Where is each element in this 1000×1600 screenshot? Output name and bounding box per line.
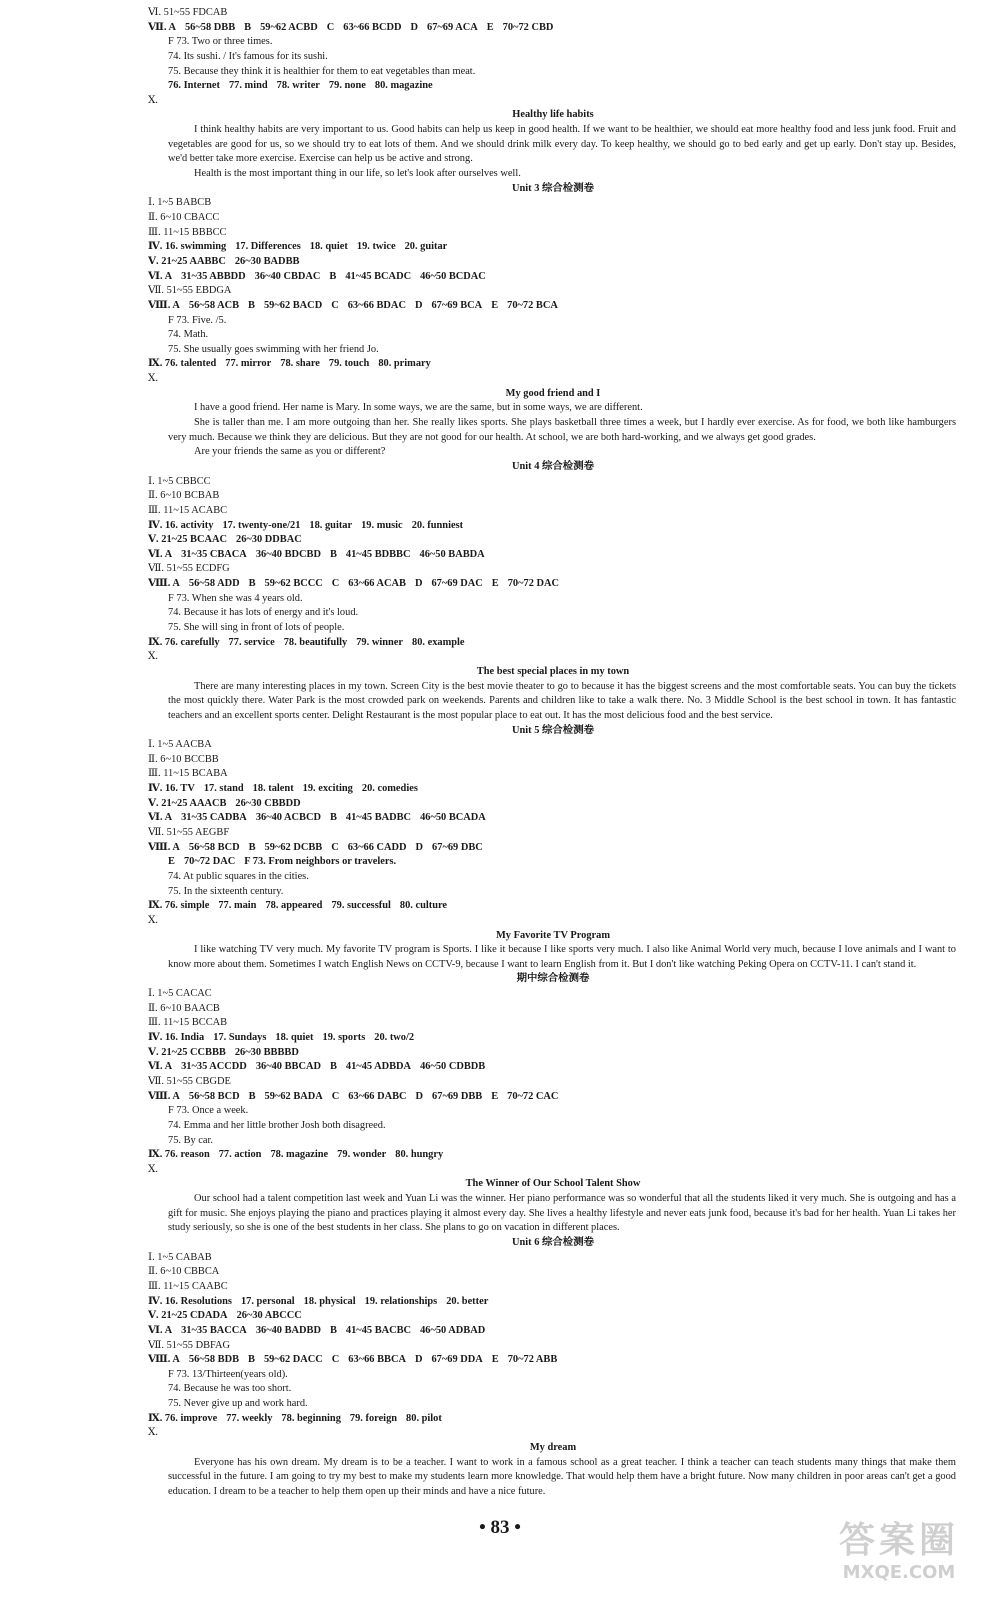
answer-segment: 31~35 CADBA xyxy=(181,812,247,824)
answer-line: Ⅲ. 11~15 ACABC xyxy=(148,504,228,516)
answer-segment: 46~50 ADBAD xyxy=(420,1324,486,1336)
answer-line: F 73. Five. /5. xyxy=(168,314,227,326)
answer-segment: Ⅸ. 76. talented xyxy=(148,358,217,370)
answer-line xyxy=(148,1060,958,1075)
answer-segment: C xyxy=(331,299,339,311)
answer-segment: 56~58 BCD xyxy=(188,1090,240,1102)
answer-line: Ⅱ. 6~10 BCCBB xyxy=(148,753,219,765)
answer-segment: Ⅵ. A xyxy=(148,1324,173,1336)
answer-segment: B xyxy=(329,548,337,560)
answer-segment: 78. beginning xyxy=(281,1412,341,1424)
answer-line xyxy=(148,841,958,856)
answer-segment: 17. Sundays xyxy=(213,1032,267,1044)
answer-segment: Ⅴ. 21~25 CDADA xyxy=(148,1310,228,1322)
answer-segment: 31~35 BACCA xyxy=(181,1324,247,1336)
answer-segment: 67~69 DAC xyxy=(431,578,483,590)
section-title: Unit 3 综合检测卷 xyxy=(512,182,594,194)
answer-segment: B xyxy=(329,1324,337,1336)
answer-line: F 73. 13/Thirteen(years old). xyxy=(168,1368,288,1380)
answer-line xyxy=(148,899,958,914)
answer-segment: D xyxy=(414,299,423,311)
answer-line: Ⅰ. 1~5 BABCB xyxy=(148,197,212,209)
answer-line: F 73. When she was 4 years old. xyxy=(168,592,303,604)
answer-segment: 36~40 BADBD xyxy=(255,1324,321,1336)
answer-segment: D xyxy=(415,1090,424,1102)
answer-segment: B xyxy=(329,812,337,824)
answer-segment: 31~35 ACCDD xyxy=(181,1061,247,1073)
answer-line: 75. She will sing in front of lots of people. xyxy=(168,622,345,634)
answer-segment: 20. comedies xyxy=(361,783,418,795)
answer-line xyxy=(148,357,958,372)
answer-segment: Ⅵ. A xyxy=(148,1061,173,1073)
answer-segment: 36~40 BDCBD xyxy=(255,548,321,560)
answer-segment: 77. mirror xyxy=(225,358,272,370)
answer-line: 75. By car. xyxy=(168,1134,214,1146)
answer-line: Ⅱ. 6~10 BCBAB xyxy=(148,490,220,502)
answer-line xyxy=(148,1324,958,1339)
answer-segment: 18. quiet xyxy=(309,241,348,253)
essay-paragraph: I think healthy habits are very important to us. Good habits can help us keep in good health. If we want to be healthier, we should eat more healthy food and less junk food. Fruit and vegetables are good for us, so we should try to eat lots of them. And we should drink milk every day. To keep healthy, we should go to bed early and get up early. Don't stay up. Besides, we'd better take more exercise. Exercise can help us be active and strong. xyxy=(168,124,956,165)
answer-segment: E xyxy=(168,856,175,868)
essay-paragraph: Everyone has his own dream. My dream is to be a teacher. I want to work in a famous school as a great teacher. I think a teacher can teach students many things that make them successful in the future. I am going to try my best to make my students learn more knowledge. That would help them have a bright future. Now many children in poor areas can't get a good education. I dream to be a teacher to help them open up their minds and have a nice future. xyxy=(168,1456,956,1497)
answer-segment: Ⅷ. A xyxy=(148,1090,180,1102)
answer-segment: B xyxy=(248,578,256,590)
answer-segment: 17. Differences xyxy=(235,241,301,253)
answer-segment: 76. Internet xyxy=(168,80,220,92)
answer-line xyxy=(148,811,958,826)
answer-segment: 77. service xyxy=(228,636,275,648)
answer-segment: 67~69 DBB xyxy=(432,1090,483,1102)
answer-line xyxy=(148,855,958,870)
watermark-mark: 答案圈 xyxy=(838,1520,959,1560)
watermark-logo xyxy=(806,1518,992,1598)
answer-line: 74. At public squares in the cities. xyxy=(168,870,309,882)
answer-line: Ⅶ. 51~55 DBFAG xyxy=(148,1339,231,1351)
answer-line: Ⅱ. 6~10 CBACC xyxy=(148,212,220,224)
essay-paragraph: Our school had a talent competition last week and Yuan Li was the winner. Her piano performance was so wonderful that all the students liked it very much. She is outgoing and has a gift for music. She enjoys playing the piano and practices playing it almost every day. She lives a healthy lifestyle and never eats junk food, because it's bad for her health. Yuan Li takes her study seriously, so she is one of the best students in her class. She plans to go on vacation in different places. xyxy=(168,1193,956,1234)
answer-line: Ⅹ. xyxy=(148,373,158,385)
essay-paragraph: There are many interesting places in my town. Screen City is the best movie theater to go to because it has the biggest screens and the most comfortable seats. You can buy the tickets the most quickly there. Water Park is the most crowded park on weekends. Parents and children like to take a walk there. No. 3 Middle School is the best school in town. It has fantastic teachers and an excellent sports center. Delight Restaurant is the most popular place to eat out. It has the most delicious food and the best service. xyxy=(168,680,956,721)
answer-segment: 80. hungry xyxy=(395,1149,444,1161)
answer-segment: 79. wonder xyxy=(337,1149,387,1161)
answer-segment: 79. foreign xyxy=(349,1412,398,1424)
answer-segment: 56~58 DBB xyxy=(184,21,236,33)
answer-segment: 56~58 ACB xyxy=(188,299,240,311)
answer-segment: 80. primary xyxy=(378,358,431,370)
answer-segment: Ⅸ. 76. carefully xyxy=(148,636,220,648)
answer-segment: 19. relationships xyxy=(364,1295,438,1307)
answer-segment: 77. weekly xyxy=(226,1412,273,1424)
answer-line: F 73. Once a week. xyxy=(168,1105,249,1117)
section-title: My Favorite TV Program xyxy=(496,929,610,941)
essay-paragraph: She is taller than me. I am more outgoing than her. She really likes sports. She plays basketball three times a week, but I hardly ever exercise. As for food, we both like hamburgers very much. Because we think they are delicious. But they are not good for our health. At school, we are both hard-working, and we always get good grades. xyxy=(168,417,956,443)
answer-line xyxy=(148,636,958,651)
answer-segment: 46~50 BCADA xyxy=(420,812,486,824)
answer-segment: 77. action xyxy=(218,1149,262,1161)
answer-segment: 63~66 BBCA xyxy=(348,1354,406,1366)
answer-line xyxy=(148,577,958,592)
answer-segment: 78. appeared xyxy=(265,900,323,912)
answer-segment: 59~62 BACD xyxy=(263,299,323,311)
answer-segment: Ⅴ. 21~25 BCAAC xyxy=(148,534,227,546)
answer-line: 74. Because it has lots of energy and it's loud. xyxy=(168,607,359,619)
answer-segment: 79. winner xyxy=(356,636,403,648)
answer-line: Ⅶ. 51~55 AEGBF xyxy=(148,827,230,839)
answer-segment: Ⅴ. 21~25 AABBC xyxy=(148,255,226,267)
answer-segment: 17. stand xyxy=(203,783,244,795)
answer-segment: 63~66 BDAC xyxy=(347,299,406,311)
section-title: Unit 4 综合检测卷 xyxy=(512,460,594,472)
answer-segment: 19. sports xyxy=(322,1032,366,1044)
answer-segment: 20. funniest xyxy=(411,519,464,531)
answer-line: Ⅰ. 1~5 CACAC xyxy=(148,988,212,1000)
answer-line xyxy=(148,533,958,548)
answer-line xyxy=(148,1046,958,1061)
answer-segment: Ⅷ. A xyxy=(148,1354,180,1366)
answer-segment: C xyxy=(331,1090,340,1102)
answer-line: 74. Emma and her little brother Josh both disagreed. xyxy=(168,1119,386,1131)
answer-segment: Ⅵ. A xyxy=(148,812,173,824)
answer-segment: 67~69 DBC xyxy=(432,841,483,853)
answer-segment: 26~30 ABCCC xyxy=(236,1310,302,1322)
answer-segment: 67~69 BCA xyxy=(431,299,483,311)
answer-segment: D xyxy=(414,1354,423,1366)
answer-segment: 79. touch xyxy=(328,358,370,370)
section-title: Unit 6 综合检测卷 xyxy=(512,1237,594,1249)
answer-segment: D xyxy=(415,841,424,853)
section-title: The Winner of Our School Talent Show xyxy=(465,1178,641,1190)
answer-line xyxy=(148,79,958,94)
answer-line: F 73. Two or three times. xyxy=(168,36,273,48)
answer-segment: D xyxy=(414,578,423,590)
section-title: Healthy life habits xyxy=(512,109,594,121)
answer-segment: 26~30 DDBAC xyxy=(236,534,302,546)
answer-segment: Ⅸ. 76. improve xyxy=(148,1412,218,1424)
answer-segment: Ⅳ. 16. swimming xyxy=(148,241,227,253)
answer-line xyxy=(148,299,958,314)
answer-segment: 36~40 ACBCD xyxy=(255,812,321,824)
answer-segment: B xyxy=(329,270,337,282)
answer-segment: 56~58 BDB xyxy=(188,1354,240,1366)
answer-segment: 63~66 DABC xyxy=(348,1090,407,1102)
answer-segment: 41~45 ADBDA xyxy=(345,1061,412,1073)
answer-line: Ⅲ. 11~15 BCCAB xyxy=(148,1017,228,1029)
answer-line xyxy=(148,21,958,36)
answer-segment: 56~58 BCD xyxy=(188,841,240,853)
answer-segment: 70~72 CBD xyxy=(502,21,554,33)
answer-line xyxy=(148,1148,958,1163)
answer-segment: 31~35 ABBDD xyxy=(181,270,246,282)
answer-line xyxy=(148,548,958,563)
answer-line: Ⅹ. xyxy=(148,1163,158,1175)
answer-segment: 70~72 ABB xyxy=(507,1354,558,1366)
section-title: My good friend and I xyxy=(505,387,601,399)
answer-segment: Ⅳ. 16. TV xyxy=(148,783,195,795)
answer-segment: 41~45 BDBBC xyxy=(345,548,411,560)
answer-segment: E xyxy=(491,1354,499,1366)
answer-segment: 36~40 CBDAC xyxy=(254,270,321,282)
answer-line: Ⅱ. 6~10 CBBCA xyxy=(148,1266,220,1278)
answer-segment: 20. better xyxy=(446,1295,489,1307)
essay-paragraph: Are your friends the same as you or different? xyxy=(194,446,386,458)
answer-segment: C xyxy=(331,578,340,590)
answer-segment: 56~58 ADD xyxy=(188,578,240,590)
answer-line xyxy=(148,1295,958,1310)
answer-segment: 46~50 BABDA xyxy=(419,548,485,560)
answer-line: Ⅲ. 11~15 BCABA xyxy=(148,768,228,780)
answer-segment: 26~30 BADBB xyxy=(234,255,300,267)
answer-segment: 63~66 ACAB xyxy=(348,578,406,590)
answer-line: Ⅰ. 1~5 CABAB xyxy=(148,1251,212,1263)
answer-line: 74. Because he was too short. xyxy=(168,1383,292,1395)
answer-segment: 41~45 BADBC xyxy=(345,812,412,824)
answer-segment: 63~66 CADD xyxy=(347,841,407,853)
answer-segment: Ⅷ. A xyxy=(148,299,180,311)
answer-segment: 20. two/2 xyxy=(374,1032,415,1044)
answer-line xyxy=(148,797,958,812)
answer-segment: 31~35 CBACA xyxy=(181,548,247,560)
answer-segment: C xyxy=(326,21,335,33)
answer-segment: E xyxy=(491,299,499,311)
answer-segment: 18. physical xyxy=(303,1295,356,1307)
essay-paragraph: I have a good friend. Her name is Mary. In some ways, we are the same, but in some ways, we are different. xyxy=(194,402,643,414)
answer-line: 75. Never give up and work hard. xyxy=(168,1398,308,1410)
answer-segment: Ⅳ. 16. India xyxy=(148,1032,205,1044)
answer-line: Ⅶ. 51~55 CBGDE xyxy=(148,1075,231,1087)
answer-key-page xyxy=(148,6,958,1500)
answer-line xyxy=(148,270,958,285)
answer-segment: B xyxy=(248,1354,255,1366)
answer-segment: Ⅵ. A xyxy=(148,548,173,560)
answer-line: Ⅰ. 1~5 CBBCC xyxy=(148,475,211,487)
answer-line: Ⅹ. xyxy=(148,1427,158,1439)
answer-segment: 26~30 CBBDD xyxy=(235,797,301,809)
answer-line: 74. Its sushi. / It's famous for its sushi. xyxy=(168,50,328,62)
answer-segment: Ⅳ. 16. Resolutions xyxy=(148,1295,232,1307)
answer-segment: 18. quiet xyxy=(275,1032,314,1044)
answer-segment: 41~45 BACBC xyxy=(345,1324,412,1336)
answer-segment: Ⅴ. 21~25 CCBBB xyxy=(148,1046,226,1058)
answer-segment: Ⅷ. A xyxy=(148,841,180,853)
page-number: • 83 • xyxy=(479,1517,521,1538)
answer-segment: 70~72 CAC xyxy=(507,1090,559,1102)
answer-line: 75. Because they think it is healthier for them to eat vegetables than meat. xyxy=(168,65,476,77)
answer-line: Ⅵ. 51~55 FDCAB xyxy=(148,7,228,18)
answer-segment: B xyxy=(248,1090,256,1102)
answer-segment: D xyxy=(410,21,418,33)
answer-segment: E xyxy=(491,1090,499,1102)
answer-segment: Ⅳ. 16. activity xyxy=(148,519,214,531)
answer-line xyxy=(148,1353,958,1368)
answer-line xyxy=(148,240,958,255)
answer-segment: 46~50 CDBDB xyxy=(420,1061,486,1073)
answer-segment: 19. exciting xyxy=(302,783,353,795)
answer-segment: 17. twenty-one/21 xyxy=(222,519,301,531)
answer-segment: E xyxy=(491,578,499,590)
answer-segment: 59~62 DCBB xyxy=(264,841,323,853)
answer-segment: 70~72 BCA xyxy=(507,299,558,311)
answer-segment: 59~62 ACBD xyxy=(260,21,318,33)
answer-segment: Ⅴ. 21~25 AAACB xyxy=(148,797,227,809)
answer-line xyxy=(148,519,958,534)
answer-segment: 78. beautifully xyxy=(283,636,348,648)
answer-segment: 80. pilot xyxy=(406,1412,442,1424)
answer-segment: 20. guitar xyxy=(404,241,448,253)
answer-segment: 80. example xyxy=(412,636,465,648)
answer-segment: 70~72 DAC xyxy=(183,856,236,868)
answer-segment: 80. magazine xyxy=(374,80,433,92)
watermark-url: MXQE.COM xyxy=(842,1562,956,1583)
answer-line xyxy=(148,1412,958,1427)
answer-line: Ⅹ. xyxy=(148,94,158,106)
answer-line: Ⅲ. 11~15 CAABC xyxy=(148,1280,228,1292)
answer-line: Ⅹ. xyxy=(148,651,158,663)
answer-segment: 41~45 BCADC xyxy=(345,270,412,282)
answer-line xyxy=(148,1090,958,1105)
answer-line: 75. She usually goes swimming with her friend Jo. xyxy=(168,343,379,355)
answer-segment: 67~69 ACA xyxy=(427,21,478,33)
answer-segment: B xyxy=(248,299,255,311)
answer-segment: 26~30 BBBBD xyxy=(234,1046,299,1058)
section-title: Unit 5 综合检测卷 xyxy=(512,724,594,736)
answer-line: 74. Math. xyxy=(168,329,209,341)
answer-segment: Ⅷ. A xyxy=(148,578,180,590)
answer-line xyxy=(148,1309,958,1324)
answer-segment: 78. magazine xyxy=(270,1149,329,1161)
answer-segment: 59~62 BADA xyxy=(264,1090,323,1102)
answer-segment: C xyxy=(331,1354,340,1366)
answer-line: Ⅶ. 51~55 ECDFG xyxy=(148,563,230,575)
answer-segment: 19. twice xyxy=(356,241,396,253)
answer-segment: 36~40 BBCAD xyxy=(255,1061,321,1073)
answer-segment: 63~66 BCDD xyxy=(343,21,402,33)
answer-line xyxy=(148,255,958,270)
answer-line: 75. In the sixteenth century. xyxy=(168,885,284,897)
section-title: My dream xyxy=(529,1442,577,1454)
answer-line xyxy=(148,782,958,797)
answer-segment: 17. personal xyxy=(240,1295,295,1307)
answer-segment: 78. writer xyxy=(276,80,320,92)
answer-line: Ⅱ. 6~10 BAACB xyxy=(148,1002,220,1014)
answer-segment: B xyxy=(244,21,252,33)
answer-segment: C xyxy=(331,841,339,853)
answer-segment: B xyxy=(329,1061,337,1073)
answer-line xyxy=(148,1031,958,1046)
answer-line: Ⅰ. 1~5 AACBA xyxy=(148,739,212,751)
answer-segment: 77. mind xyxy=(228,80,268,92)
answer-segment: Ⅶ. A xyxy=(148,21,176,33)
answer-line: Ⅹ. xyxy=(148,914,158,926)
essay-paragraph: Health is the most important thing in our life, so let's look after ourselves well. xyxy=(194,168,521,180)
answer-segment: 19. music xyxy=(361,519,403,531)
answer-segment: 70~72 DAC xyxy=(507,578,559,590)
answer-segment: E xyxy=(486,21,494,33)
section-title: 期中综合检测卷 xyxy=(516,973,590,985)
answer-segment: 59~62 BCCC xyxy=(264,578,323,590)
section-title: The best special places in my town xyxy=(476,665,630,677)
answer-line: Ⅲ. 11~15 BBBCC xyxy=(148,226,227,238)
answer-segment: 59~62 DACC xyxy=(263,1354,323,1366)
answer-segment: B xyxy=(248,841,256,853)
answer-segment: 46~50 BCDAC xyxy=(420,270,486,282)
answer-segment: Ⅵ. A xyxy=(148,270,173,282)
answer-segment: F 73. From neighbors or travelers. xyxy=(244,856,397,868)
answer-segment: 18. guitar xyxy=(309,519,353,531)
answer-segment: 78. share xyxy=(280,358,320,370)
answer-segment: 67~69 DDA xyxy=(431,1354,483,1366)
answer-segment: 80. culture xyxy=(399,900,448,912)
essay-paragraph: I like watching TV very much. My favorite TV program is Sports. I like it because I like sports very much. I also like Animal World very much, because I love animals and I want to know more about them. Sometimes I watch English News on CCTV-9, because I want to learn English from it. But I don't like watching Peking Opera on CCTV-11. I can't stand it. xyxy=(168,944,956,970)
answer-segment: Ⅸ. 76. reason xyxy=(148,1149,210,1161)
answer-segment: 77. main xyxy=(218,900,257,912)
answer-line: Ⅶ. 51~55 EBDGA xyxy=(148,285,232,297)
answer-segment: 79. successful xyxy=(331,900,391,912)
answer-segment: 79. none xyxy=(328,80,366,92)
answer-segment: 18. talent xyxy=(252,783,294,795)
answer-segment: Ⅸ. 76. simple xyxy=(148,900,210,912)
